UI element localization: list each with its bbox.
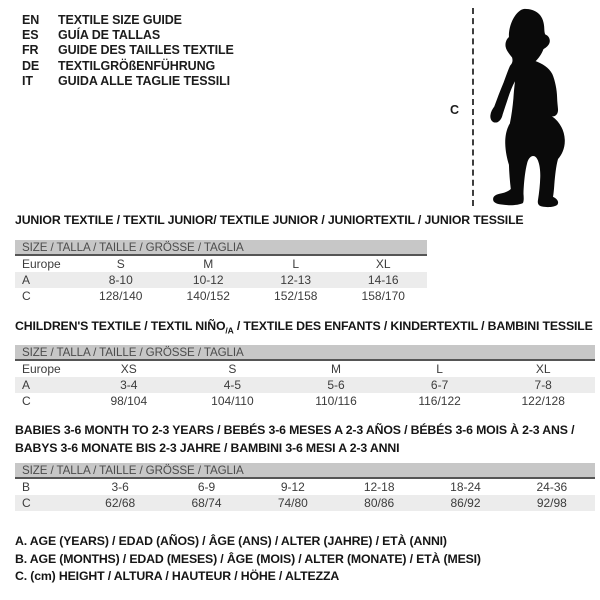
- value-cell: 128/140: [99, 289, 143, 303]
- language-list: [22, 13, 234, 89]
- language-label: GUÍA DE TALLAS: [58, 28, 161, 43]
- value-cell: 104/110: [211, 394, 254, 408]
- children-title-sub: /A: [225, 325, 234, 336]
- value-cell: M: [330, 362, 341, 376]
- row-label-cell: C: [22, 289, 31, 303]
- value-cell: 6-9: [197, 480, 216, 494]
- children-title-post: / TEXTILE DES ENFANTS / KINDERTEXTIL / BAMBINI TESSILE: [233, 319, 593, 333]
- babies-table-title: [15, 421, 575, 457]
- value-cell: 3-6: [111, 480, 129, 494]
- row-label-cell: C: [22, 496, 31, 510]
- value-cell: 122/128: [521, 394, 565, 408]
- height-measure-line: [472, 8, 474, 206]
- row-label-cell: Europe: [22, 257, 61, 271]
- table-row-age: [15, 377, 595, 393]
- table-row-height: [15, 288, 427, 304]
- language-label: GUIDA ALLE TAGLIE TESSILI: [58, 73, 231, 88]
- children-title-pre: CHILDREN'S TEXTILE / TEXTIL NIÑO: [15, 319, 226, 333]
- table-row-height: [15, 393, 595, 409]
- value-cell: L: [292, 257, 300, 271]
- measure-label-c: C: [450, 103, 460, 117]
- value-cell: 5-6: [327, 378, 345, 392]
- table-row-age: [15, 272, 427, 288]
- value-cell: 14-16: [367, 273, 399, 287]
- language-code: IT: [22, 73, 33, 88]
- footnote-line-c: C. (cm) HEIGHT / ALTURA / HAUTEUR / HÖHE / ALTEZZA: [15, 569, 340, 584]
- value-cell: M: [203, 257, 214, 271]
- value-cell: 6-7: [430, 378, 449, 392]
- language-code: EN: [22, 13, 40, 27]
- value-cell: 12-13: [280, 273, 312, 287]
- children-table-title: [15, 319, 593, 335]
- toddler-silhouette-icon: [483, 7, 571, 208]
- footnote-line-b: B. AGE (MONTHS) / EDAD (MESES) / ÂGE (MOIS) / ALTER (MONATE) / ETÀ (MESI): [15, 551, 481, 566]
- language-code: FR: [22, 43, 39, 58]
- value-cell: 92/98: [536, 496, 567, 510]
- footnote-line-a: A. AGE (YEARS) / EDAD (AÑOS) / ÂGE (ANS) / ALTER (JAHRE) / ETÀ (ANNI): [15, 534, 447, 548]
- children-size-table: [15, 345, 595, 409]
- value-cell: 24-36: [536, 480, 568, 494]
- babies-title-line2: BABYS 3-6 MONATE BIS 2-3 JAHRE / BAMBINI 3-6 MESI A 2-3 ANNI: [15, 441, 400, 455]
- language-label: TEXTILGRÖßENFÜHRUNG: [58, 58, 216, 73]
- value-cell: 62/68: [105, 496, 136, 510]
- value-cell: 7-8: [534, 378, 552, 392]
- row-label-cell: A: [22, 273, 31, 287]
- babies-title-line1: BABIES 3-6 MONTH TO 2-3 YEARS / BEBÉS 3-6 MESES A 2-3 AÑOS / BÉBÉS 3-6 MOIS À 2-3 ANS /: [15, 423, 575, 437]
- value-cell: S: [116, 257, 125, 271]
- value-cell: 152/158: [274, 289, 318, 303]
- value-cell: S: [228, 362, 237, 376]
- table-row-height: [15, 495, 595, 511]
- row-label-cell: C: [22, 394, 31, 408]
- size-header-bar: SIZE / TALLA / TAILLE / GRÖSSE / TAGLIA: [15, 240, 427, 256]
- size-header-bar: SIZE / TALLA / TAILLE / GRÖSSE / TAGLIA: [15, 345, 595, 361]
- value-cell: 4-5: [223, 378, 242, 392]
- value-cell: XL: [375, 257, 391, 271]
- value-cell: 80/86: [364, 496, 395, 510]
- value-cell: L: [436, 362, 443, 376]
- value-cell: 12-18: [363, 480, 395, 494]
- language-label: GUIDE DES TAILLES TEXTILE: [58, 43, 234, 58]
- language-row-fr: [22, 43, 234, 58]
- language-row-en: [22, 13, 234, 28]
- table-row-europe: [15, 256, 427, 272]
- babies-size-table: [15, 463, 595, 511]
- language-row-it: [22, 74, 234, 89]
- value-cell: 3-4: [120, 378, 138, 392]
- value-cell: 98/104: [110, 394, 148, 408]
- value-cell: 18-24: [450, 480, 481, 494]
- size-header-bar: SIZE / TALLA / TAILLE / GRÖSSE / TAGLIA: [15, 463, 595, 479]
- value-cell: 10-12: [192, 273, 224, 287]
- junior-table-title: JUNIOR TEXTILE / TEXTIL JUNIOR/ TEXTILE JUNIOR / JUNIORTEXTIL / JUNIOR TESSILE: [15, 213, 524, 227]
- table-row-age-months: [15, 479, 595, 495]
- language-code: ES: [22, 28, 39, 43]
- language-label: TEXTILE SIZE GUIDE: [58, 13, 182, 27]
- value-cell: 74/80: [277, 496, 308, 510]
- value-cell: XS: [120, 362, 137, 376]
- table-row-europe: [15, 361, 595, 377]
- value-cell: 68/74: [191, 496, 222, 510]
- row-label-cell: B: [22, 480, 31, 494]
- language-code: DE: [22, 58, 40, 73]
- junior-size-table: [15, 240, 427, 304]
- value-cell: 8-10: [108, 273, 133, 287]
- value-cell: 9-12: [280, 480, 305, 494]
- row-label-cell: A: [22, 378, 31, 392]
- language-row-de: [22, 59, 234, 74]
- language-row-es: [22, 28, 234, 43]
- value-cell: XL: [535, 362, 551, 376]
- value-cell: 158/170: [361, 289, 405, 303]
- value-cell: 140/152: [186, 289, 230, 303]
- footnotes: [15, 533, 481, 586]
- value-cell: 116/122: [418, 394, 461, 408]
- value-cell: 86/92: [450, 496, 481, 510]
- row-label-cell: Europe: [22, 362, 61, 376]
- value-cell: 110/116: [315, 394, 357, 408]
